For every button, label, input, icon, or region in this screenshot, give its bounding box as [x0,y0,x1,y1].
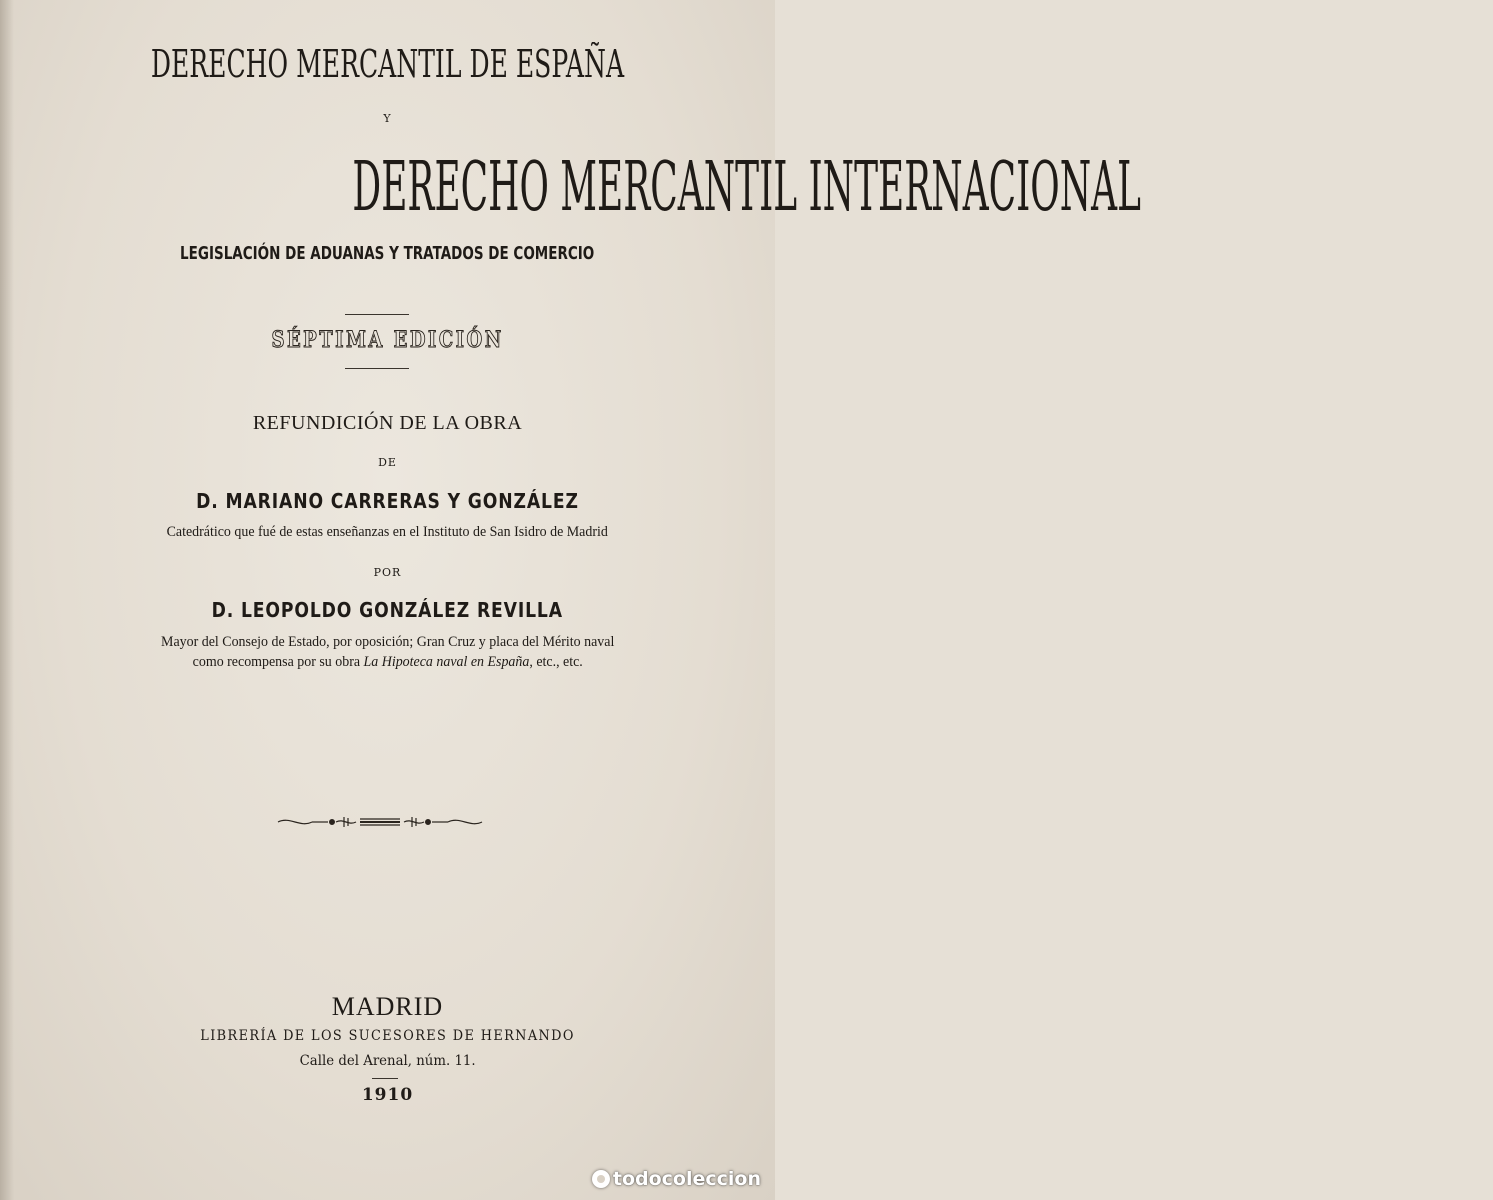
publisher [0,1026,775,1046]
subtitle-text: LEGISLACIÓN DE ADUANAS Y TRATADOS DE COMERCIO [180,243,595,264]
author-2-name [0,596,775,624]
author-2-description-line-2-text [192,652,582,672]
author-1-description-text: Catedrático que fué de estas enseñanzas en el Instituto de San Isidro de Madrid [166,524,609,540]
author-1-name-text: D. MARIANO CARRERAS Y GONZÁLEZ [196,489,579,513]
title-conjunction: Y [383,112,392,125]
publisher-address [0,1051,775,1071]
divider-rule-top [345,314,409,315]
publisher-text: LIBRERÍA DE LOS SUCESORES DE HERNANDO [200,1028,575,1044]
divider-rule-bottom [345,368,409,369]
author-2-name-text: D. LEOPOLDO GONZÁLEZ REVILLA [211,598,564,622]
year-rule [372,1078,398,1079]
author-2-desc-pre: como recompensa por su obra [192,654,364,670]
ornament-icon [276,810,484,834]
edition-text: SÉPTIMA EDICIÓN [271,327,504,353]
author-2-desc-post: , etc., etc. [529,654,583,670]
book-title-italic: La Hipoteca naval en España [363,654,530,670]
author-1-description [0,522,775,542]
title-line-1 [0,40,775,88]
watermark-text: todocoleccion [612,1168,761,1190]
title-line-1-text: DERECHO MERCANTIL DE ESPAÑA [150,42,625,86]
watermark-logo-icon [592,1170,610,1188]
city: MADRID [331,992,444,1021]
publication-year: 1910 [361,1085,414,1105]
author-2-description-line-2 [0,652,775,672]
publisher-address-text: Calle del Arenal, núm. 11. [299,1053,476,1069]
subtitle [0,242,775,266]
author-2-description-line-1-text: Mayor del Consejo de Estado, por oposición; Gran Cruz y placa del Mérito naval [160,634,615,650]
title-line-2-text: DERECHO MERCANTIL INTERNACIONAL [352,148,1141,227]
title-line-2 [0,148,1141,228]
watermark [592,1166,761,1192]
edition-label [0,325,775,355]
preposition-de: DE [378,456,397,469]
author-1-name [0,487,775,515]
preposition-por: POR [373,566,402,579]
author-2-description-line-1 [0,632,775,652]
refundicion-line: REFUNDICIÓN DE LA OBRA [252,412,523,434]
